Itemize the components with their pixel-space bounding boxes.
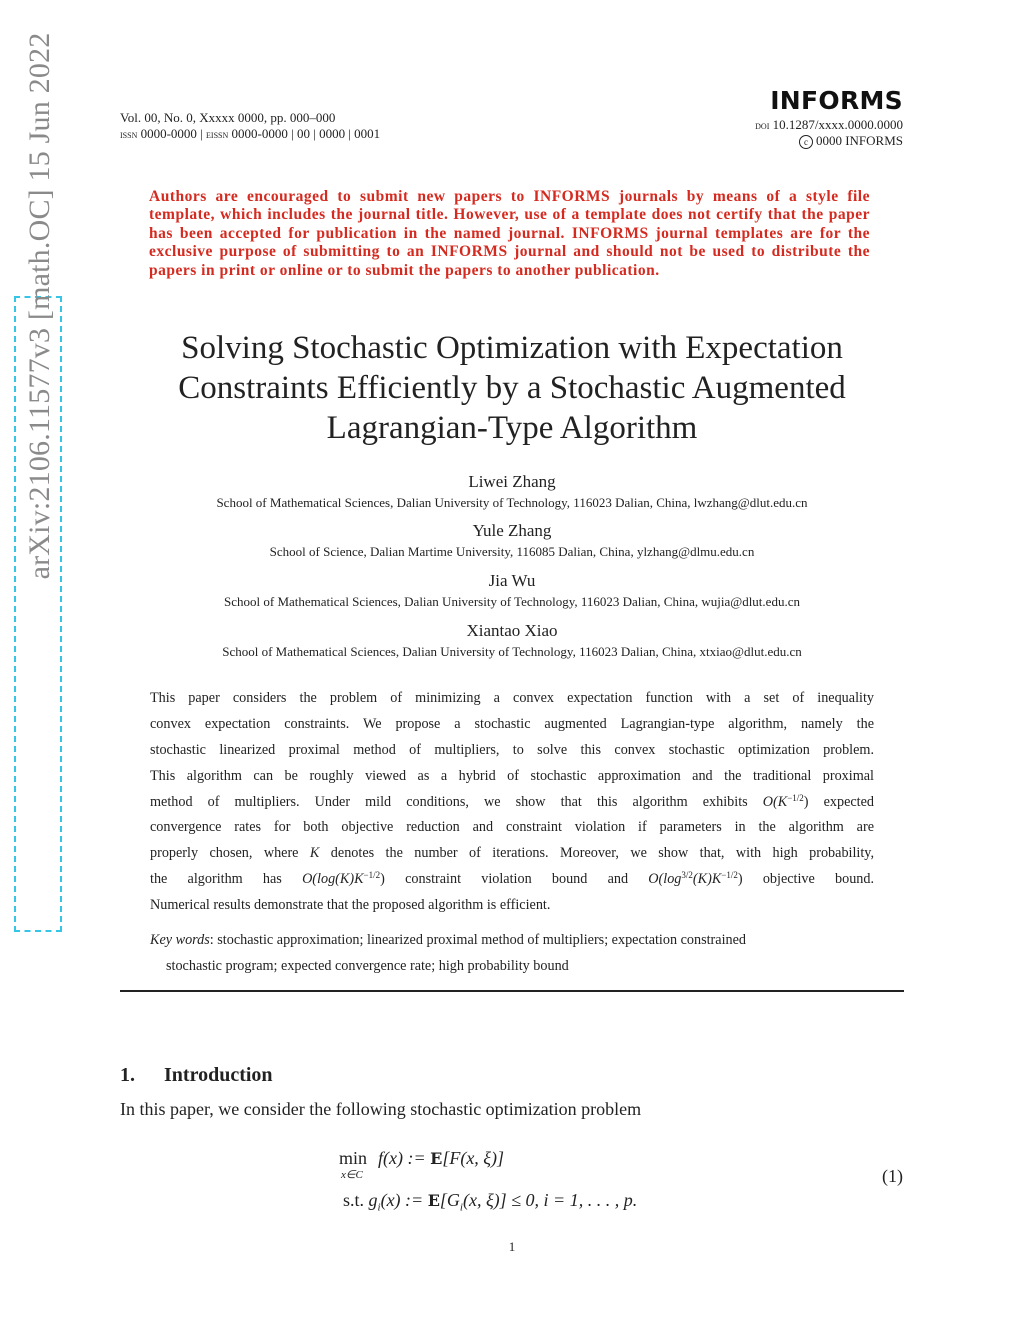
equation-min: min [339, 1148, 368, 1168]
author-affiliation: School of Mathematical Sciences, Dalian University of Technology, 116023 Dalian, China, xtxiao@dlut.edu.cn [222, 644, 802, 659]
author-affiliation: School of Science, Dalian Martime University, 116085 Dalian, China, ylzhang@dlmu.edu.cn [269, 544, 755, 559]
abstract-line: method of multipliers. Under mild conditions, we show that this algorithm exhibits $O(K^{-1/2})$ expected [150, 792, 875, 810]
issn-line: issn 0000-0000 | eissn 0000-0000 | 00 | 0000 | 0001 [120, 126, 381, 141]
title-line: Lagrangian-Type Algorithm [326, 410, 698, 446]
copyright-icon: c [799, 135, 813, 149]
title-line: Solving Stochastic Optimization with Expectation [181, 330, 843, 366]
title-line: Constraints Efficiently by a Stochastic Augmented [178, 370, 846, 406]
abstract-line: convergence rates for both objective reduction and constraint violation if parameters in the algorithm are [150, 819, 874, 836]
abstract-line: convex expectation constraints. We propose a stochastic augmented Lagrangian-type algorithm, namely the [150, 715, 874, 732]
equation-objective: f(x) := E[F(x, ξ)] [378, 1148, 505, 1168]
section-number: 1. [120, 1064, 135, 1086]
keywords [150, 927, 874, 979]
section-heading [120, 1064, 273, 1087]
keywords-label: Key words [150, 932, 210, 948]
author-affiliation: School of Mathematical Sciences, Dalian University of Technology, 116023 Dalian, China, wujia@dlut.edu.cn [224, 594, 800, 609]
equation-number: (1) [882, 1166, 903, 1186]
doi-info [755, 117, 903, 149]
author-affiliation: School of Mathematical Sciences, Dalian University of Technology, 116023 Dalian, China, lwzhang@dlut.edu.cn [216, 495, 808, 510]
intro-paragraph: In this paper, we consider the following stochastic optimization problem [120, 1099, 642, 1119]
abstract [150, 686, 874, 919]
copyright-line: c 0000 INFORMS [755, 133, 903, 149]
author-name: Xiantao Xiao [466, 621, 558, 640]
abstract-line: This paper considers the problem of minimizing a convex expectation function with a set of inequality [150, 690, 874, 706]
keywords-line: stochastic program; expected convergence rate; high probability bound [166, 958, 569, 974]
abstract-line: stochastic linearized proximal method of multipliers, to solve this convex stochastic optimization problem. [150, 741, 874, 758]
journal-info [120, 110, 380, 142]
informs-logo: INFORMS [770, 86, 903, 115]
equation-constraint: s.t. $g_i(x)$ := $E[G_i(x$, ξ)] ≤ 0, i = 1, . . . , p. [343, 1190, 638, 1214]
divider [120, 990, 904, 992]
arxiv-stamp: arXiv:2106.11577v3 [math.OC] 15 Jun 2022 [23, 32, 56, 580]
page-number: 1 [508, 1239, 516, 1254]
volume-line: Vol. 00, No. 0, Xxxxx 0000, pp. 000–000 [120, 110, 336, 125]
abstract-line: This algorithm can be roughly viewed as a hybrid of stochastic approximation and the traditional proximal [150, 767, 874, 784]
template-notice: Authors are encouraged to submit new papers to INFORMS journals by means of a style file template, which includes the journal title. However, use of a template does not certify that the paper has been accepted for publication in the named journal. INFORMS journal templates are for the exclusive purpose of submitting to an INFORMS journal and should not be used to distribute the papers in print or online or to submit the papers to another publication. [149, 188, 870, 279]
keywords-line: Key words: stochastic approximation; linearized proximal method of multipliers; expectation constrained [150, 932, 747, 948]
author-name: Jia Wu [488, 571, 536, 590]
abstract-line: the algorithm has $O(\log(K)K^{-1/2})$ constraint violation bound and $O(\log^{3/2}(K)K^{-1/2})$ objective bound. [150, 870, 875, 888]
abstract-line: properly chosen, where K denotes the number of iterations. Moreover, we show that, with high probability, [150, 845, 875, 862]
paper-title [120, 328, 904, 448]
equation-min-subscript: x∈C [341, 1169, 363, 1181]
author-name: Yule Zhang [472, 521, 552, 540]
doi-line: doi 10.1287/xxxx.0000.0000 [755, 117, 903, 132]
author-name: Liwei Zhang [468, 472, 556, 491]
section-title: Introduction [164, 1064, 273, 1086]
abstract-line: Numerical results demonstrate that the proposed algorithm is efficient. [150, 897, 551, 914]
